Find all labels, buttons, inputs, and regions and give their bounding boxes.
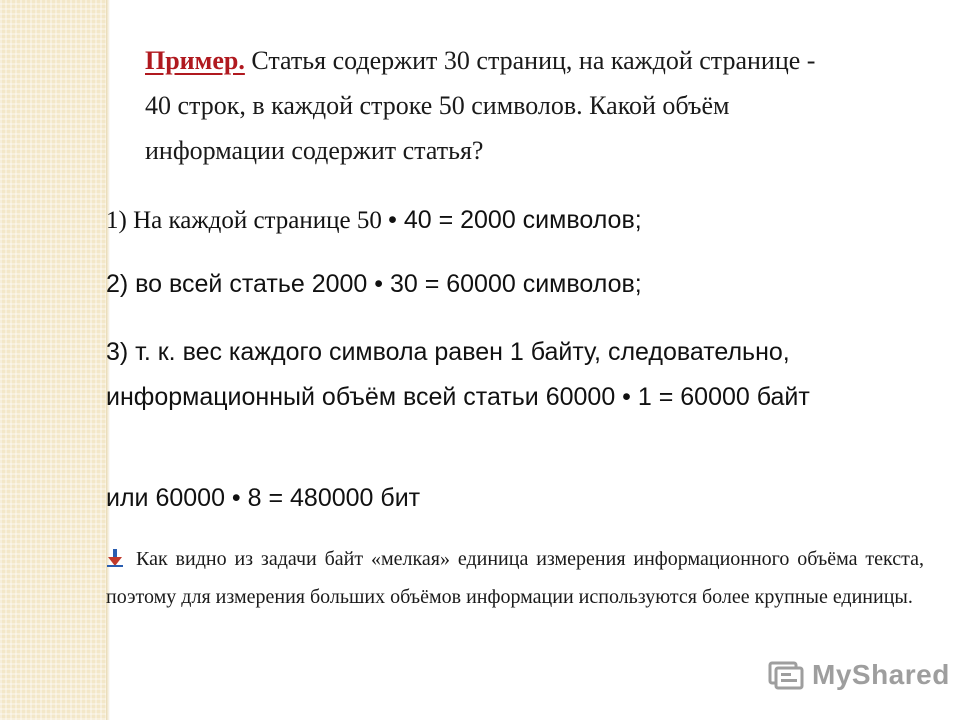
- solution-step-3: 3) т. к. вес каждого символа равен 1 байту, следовательно, информационный объём всей статьи 60000 • 1 = 60000 байт: [106, 338, 810, 411]
- decorative-side-strip: [0, 0, 106, 720]
- conclusion-note: [106, 540, 924, 616]
- conclusion-text: Как видно из задачи байт «мелкая» единица измерения информационного объёма текста, поэтому для измерения больших объёмов информации используются более крупные единицы.: [106, 548, 924, 608]
- problem-statement: [145, 38, 845, 173]
- problem-text: Статья содержит 30 страниц, на каждой странице - 40 строк, в каждой строке 50 символов. Какой объём информации содержит статья?: [145, 46, 816, 165]
- myshared-logo-icon: [768, 659, 804, 691]
- solution-step-4: или 60000 • 8 = 480000 бит: [106, 484, 421, 512]
- solution-step-2: 2) во всей статье 2000 • 30 = 60000 символов;: [106, 270, 642, 298]
- step-1-text-sans: • 40 = 2000 символов;: [388, 206, 642, 234]
- watermark: [768, 655, 950, 695]
- solution-step-1: [106, 200, 926, 241]
- down-arrow-bullet-icon: [106, 542, 124, 560]
- step-1-text-serif: 1) На каждой странице 50: [106, 207, 389, 234]
- problem-label: Пример.: [145, 46, 245, 75]
- watermark-text: MyShared: [812, 659, 950, 690]
